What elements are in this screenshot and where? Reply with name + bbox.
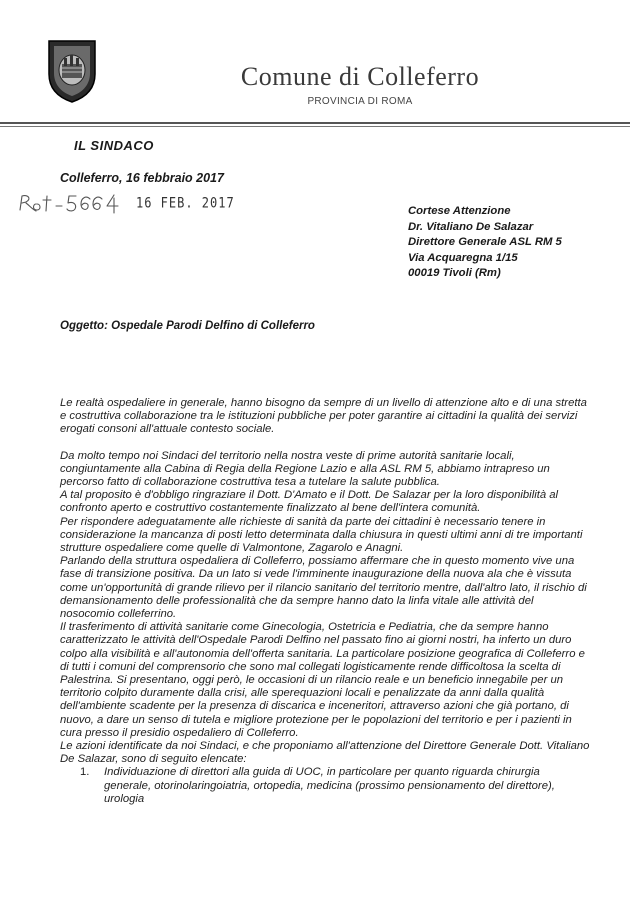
action-list: [60, 766, 590, 806]
body-paragraph: Il trasferimento di attività sanitarie come Ginecologia, Ostetricia e Pediatria, che da sempre hanno caratterizzato le attività dell'Ospedale Parodi Delfino nel passato fino ai giorni nostri, ha inferto un duro colpo alla visibilità e all'autonomia dell'offerta sanitaria. La particolare posizione geografica di Colleferro e di tutti i comuni del comprensorio che sono mal collegati logisticamente rende difficoltosa la scelta di Palestrina. Si presentano, oggi però, le occasioni di un rilancio reale e un beneficio innegabile per un territorio colpito duramente dalla crisi, alle sperequazioni locali e penalizzate da anni dalla qualità dell'ambiente scadente per la presenza di discarica e inceneritori, attraverso azioni che già portano, di nuovo, a dare un senso di tutela e migliore protezione per le popolazioni del territorio e per i pazienti in cura presso il presidio ospedaliero di Colleferro.: [60, 621, 585, 739]
list-item-text: Individuazione di direttori alla guida di UOC, in particolare per quanto riguarda chirurgia generale, otorinolaringoiatria, ortopedia, medicina (prossimo pensionamento del direttore), urologia: [104, 766, 555, 805]
recipient-line: Direttore Generale ASL RM 5: [408, 236, 562, 248]
body-paragraph: Parlando della struttura ospedaliera di Colleferro, possiamo affermare che in questo momento vive una fase di transizione positiva. Da un lato si vede l'imminente inaugurazione della nuova ala che è vissuta come un'opportunità di grande rilievo per il rilancio sanitario del territorio mentre, dall'altro lato, il rischio di demansionamento delle professionalità che da sempre hanno dato la linfa vitale alle attività del nosocomio colleferrino.: [60, 555, 587, 621]
recipient-line: Dr. Vitaliano De Salazar: [408, 220, 534, 233]
municipality-title: Comune di Colleferro: [240, 62, 480, 91]
header-divider: [0, 122, 630, 124]
body-paragraph: Le azioni identificate da noi Sindaci, e che proponiamo all'attenzione del Direttore Generale Dott. Vitaliano De Salazar, sono di seguito elencate:: [60, 740, 590, 766]
municipal-crest-icon: [46, 38, 98, 104]
body-paragraph: A tal proposito è d'obbligo ringraziare il Dott. D'Amato e il Dott. De Salazar per la loro disponibilità al confronto aperto e costruttivo costantemente finalizzato al bene dell'intera comunità.: [60, 489, 559, 515]
province-subtitle: PROVINCIA DI ROMA: [307, 96, 413, 107]
body-paragraph: Da molto tempo noi Sindaci del territorio nella nostra veste di prime autorità sanitarie locali, congiuntamente alla Cabina di Regia della Regione Lazio e alla ASL RM 5, abbiamo intrapreso un percorso fatto di collaborazione costruttiva tesa a tutelare la salute pubblica.: [60, 449, 550, 489]
received-date-stamp: 16 FEB. 2017: [136, 194, 235, 212]
body-paragraph: Le realtà ospedaliere in generale, hanno bisogno da sempre di un livello di attenzione alto e di una stretta e costruttiva collaborazione tra le istituzioni pubbliche per poter garantire ai cittadini la qualità dei servizi erogati consoni all'attuale contesto sociale.: [60, 397, 587, 436]
sender-label: IL SINDACO: [74, 138, 154, 153]
letter-subject: Oggetto: Ospedale Parodi Delfino di Colleferro: [60, 320, 315, 332]
list-item: [60, 766, 590, 806]
letter-body: [60, 397, 590, 806]
recipient-line: 00019 Tivoli (Rm): [408, 267, 501, 279]
recipient-line: Via Acquaregna 1/15: [408, 251, 518, 264]
recipient-line: Cortese Attenzione: [408, 205, 511, 217]
list-item-number: 1.: [80, 766, 90, 779]
header-divider-thin: [0, 126, 630, 127]
letter-dateline: Colleferro, 16 febbraio 2017: [60, 171, 224, 185]
handwritten-protocol-number: [6, 190, 126, 216]
body-paragraph: Per rispondere adeguatamente alle richieste di sanità da parte dei cittadini è necessario tenere in considerazione la mancanza di posti letto determinata dalla chiusura in questi ultimi anni di tre importanti strutture ospedaliere come quelle di Valmontone, Zagarolo e Anagni.: [60, 515, 583, 555]
recipient-address-block: [408, 204, 562, 282]
